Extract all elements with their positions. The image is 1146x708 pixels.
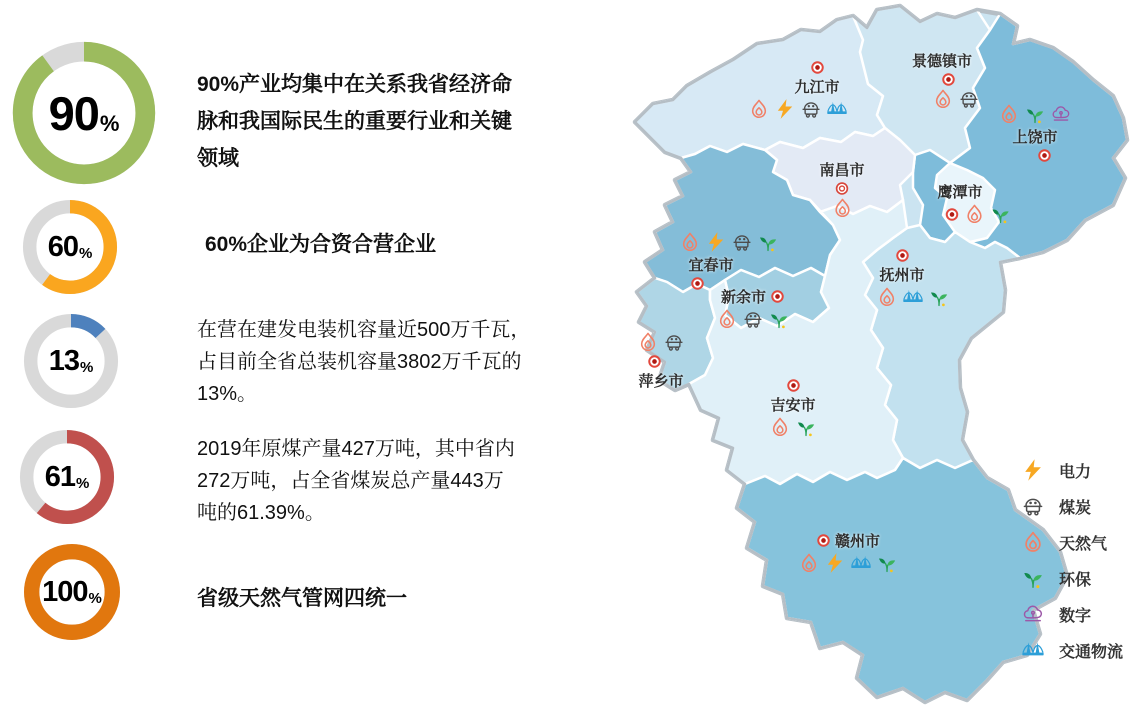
city-jian[interactable] xyxy=(769,378,817,438)
legend-icon-slot xyxy=(1021,602,1045,626)
marker-dot-icon xyxy=(810,60,825,75)
sprout-icon xyxy=(768,308,790,330)
donut-chart-2 xyxy=(22,199,118,295)
city-label: 新余市 xyxy=(720,289,766,306)
flame-icon xyxy=(876,286,898,308)
legend-icon-slot xyxy=(1021,458,1045,482)
city-marker xyxy=(786,378,801,393)
city-marker xyxy=(895,248,910,263)
city-marker-label xyxy=(816,530,880,551)
marker-dot-icon xyxy=(690,276,705,291)
stat-unit: % xyxy=(75,474,90,492)
sprout-icon xyxy=(795,416,817,438)
bolt-icon xyxy=(1021,458,1045,482)
legend-label: 环保 xyxy=(1059,571,1092,589)
marker-dot-icon xyxy=(895,248,910,263)
city-label: 景德镇市 xyxy=(911,53,973,70)
legend-item-electricity xyxy=(1021,452,1123,488)
donut-chart-4 xyxy=(19,429,115,525)
city-label: 萍乡市 xyxy=(638,373,684,390)
coal-icon xyxy=(742,308,764,330)
city-yingtan[interactable] xyxy=(927,181,994,225)
donut-ring-svg xyxy=(11,40,157,186)
stat-description-1: 90%产业均集中在关系我省经济命 脉和我国际民生的重要行业和关键 领域 xyxy=(197,73,513,170)
bridge-icon xyxy=(850,552,872,574)
legend-label: 天然气 xyxy=(1059,535,1108,553)
stat-unit: % xyxy=(78,244,93,262)
flame-icon xyxy=(998,103,1020,125)
city-marker xyxy=(834,181,849,196)
flame-icon xyxy=(769,416,791,438)
legend-item-digital xyxy=(1021,596,1123,632)
donut-chart-3 xyxy=(23,313,119,409)
sprout-icon xyxy=(757,231,779,253)
city-marker-icons xyxy=(945,203,1012,225)
cloud-icon xyxy=(1021,602,1045,626)
city-fuzhou[interactable] xyxy=(865,248,939,308)
city-jiujiang[interactable] xyxy=(767,60,867,120)
city-icons xyxy=(876,286,950,308)
sprout-icon xyxy=(990,203,1012,225)
city-ganzhou[interactable] xyxy=(798,530,898,574)
city-icons xyxy=(716,308,790,330)
marker-dot-icon xyxy=(945,207,960,222)
stat-value: 100 xyxy=(42,575,88,608)
flame-icon xyxy=(798,552,820,574)
stat-unit: % xyxy=(88,589,102,607)
bridge-icon xyxy=(902,286,924,308)
sprout-icon xyxy=(1024,103,1046,125)
marker-dot-icon xyxy=(770,289,785,304)
cloud-icon xyxy=(1050,103,1072,125)
legend-item-coal xyxy=(1021,488,1123,524)
city-label: 赣州市 xyxy=(834,533,880,550)
city-label: 吉安市 xyxy=(770,397,816,414)
marker-dot-icon xyxy=(816,533,831,548)
city-icons xyxy=(748,98,848,120)
city-icons xyxy=(637,331,685,353)
city-icons xyxy=(679,231,779,253)
legend-item-natural-gas xyxy=(1021,524,1123,560)
stat-value: 13 xyxy=(48,344,79,377)
bolt-icon xyxy=(824,552,846,574)
donut-chart-5 xyxy=(24,544,120,640)
legend-label: 电力 xyxy=(1059,463,1092,481)
legend-icon-slot xyxy=(1021,530,1045,554)
city-yichun[interactable] xyxy=(661,231,761,291)
city-marker xyxy=(1037,148,1052,163)
sprout-icon xyxy=(928,286,950,308)
marker-dot-icon xyxy=(940,72,955,87)
coal-icon xyxy=(800,98,822,120)
ring-value-arc xyxy=(32,552,113,633)
donut-ring-svg xyxy=(24,544,120,640)
city-icons xyxy=(798,552,898,574)
city-jingdezhen[interactable] xyxy=(912,50,972,110)
legend-item-transport-logistics xyxy=(1021,632,1123,668)
city-label: 宜春市 xyxy=(688,257,734,274)
coal-icon xyxy=(663,331,685,353)
donut-ring-svg xyxy=(19,429,115,525)
city-icons xyxy=(998,103,1072,125)
coal-icon xyxy=(1021,494,1045,518)
donut-chart-1 xyxy=(11,40,157,186)
city-marker xyxy=(945,207,960,222)
flame-icon xyxy=(1021,530,1045,554)
bolt-icon xyxy=(705,231,727,253)
stat-description-4: 2019年原煤产量427万吨，其中省内 272万吨，占全省煤炭总产量443万 吨的61.39%。 xyxy=(197,438,515,524)
legend-label: 交通物流 xyxy=(1059,643,1124,661)
bolt-icon xyxy=(774,98,796,120)
city-label: 南昌市 xyxy=(819,162,865,179)
map-legend xyxy=(1021,452,1123,668)
city-nanchang[interactable] xyxy=(819,159,864,219)
stat-description-2: 60%企业为合资合营企业 xyxy=(205,233,437,256)
city-shangrao[interactable] xyxy=(998,103,1072,163)
marker-dot-icon xyxy=(647,354,662,369)
marker-ring-icon xyxy=(834,181,849,196)
stat-value: 60 xyxy=(47,230,78,263)
flame-icon xyxy=(716,308,738,330)
flame-icon xyxy=(748,98,770,120)
stat-description-3: 在营在建发电装机容量近500万千瓦， 占目前全省总装机容量3802万千瓦的 13%。 xyxy=(197,319,531,405)
stat-unit: % xyxy=(79,358,94,376)
city-icons xyxy=(769,416,817,438)
city-marker xyxy=(770,289,785,304)
donut-ring-svg xyxy=(23,313,119,409)
stat-unit: % xyxy=(99,111,120,136)
bridge-icon xyxy=(826,98,848,120)
region-ganzhou[interactable] xyxy=(737,458,1067,702)
city-label: 抚州市 xyxy=(879,267,925,284)
city-icons xyxy=(831,197,853,219)
donut-ring-svg xyxy=(22,199,118,295)
city-marker xyxy=(940,72,955,87)
city-label: 上饶市 xyxy=(1012,129,1058,146)
flame-icon xyxy=(932,88,954,110)
legend-icon-slot xyxy=(1021,566,1045,590)
legend-label: 煤炭 xyxy=(1059,499,1092,517)
city-pingxiang[interactable] xyxy=(637,331,685,391)
legend-item-environment xyxy=(1021,560,1123,596)
city-icons xyxy=(964,203,1012,225)
city-label: 九江市 xyxy=(794,79,840,96)
legend-label: 数字 xyxy=(1059,607,1092,625)
flame-icon xyxy=(831,197,853,219)
marker-dot-icon xyxy=(786,378,801,393)
legend-icon-slot xyxy=(1021,494,1045,518)
legend-icon-slot xyxy=(1021,638,1045,662)
sprout-icon xyxy=(1021,566,1045,590)
stat-value: 90 xyxy=(48,86,99,140)
city-label-marker xyxy=(721,286,785,307)
city-marker xyxy=(810,60,825,75)
city-marker xyxy=(816,533,831,548)
map-panel xyxy=(615,0,1146,708)
sprout-icon xyxy=(876,552,898,574)
city-icons xyxy=(932,88,980,110)
city-xinyu[interactable] xyxy=(716,286,790,330)
coal-icon xyxy=(958,88,980,110)
flame-icon xyxy=(964,203,986,225)
city-marker xyxy=(647,354,662,369)
bridge-icon xyxy=(1021,638,1045,662)
coal-icon xyxy=(731,231,753,253)
city-marker xyxy=(690,276,705,291)
ring-value-arc xyxy=(23,52,146,175)
flame-icon xyxy=(679,231,701,253)
city-label: 鹰潭市 xyxy=(937,184,983,201)
stat-description-5: 省级天然气管网四统一 xyxy=(197,587,407,610)
marker-dot-icon xyxy=(1037,148,1052,163)
flame-icon xyxy=(637,331,659,353)
stat-value: 61 xyxy=(44,460,75,493)
